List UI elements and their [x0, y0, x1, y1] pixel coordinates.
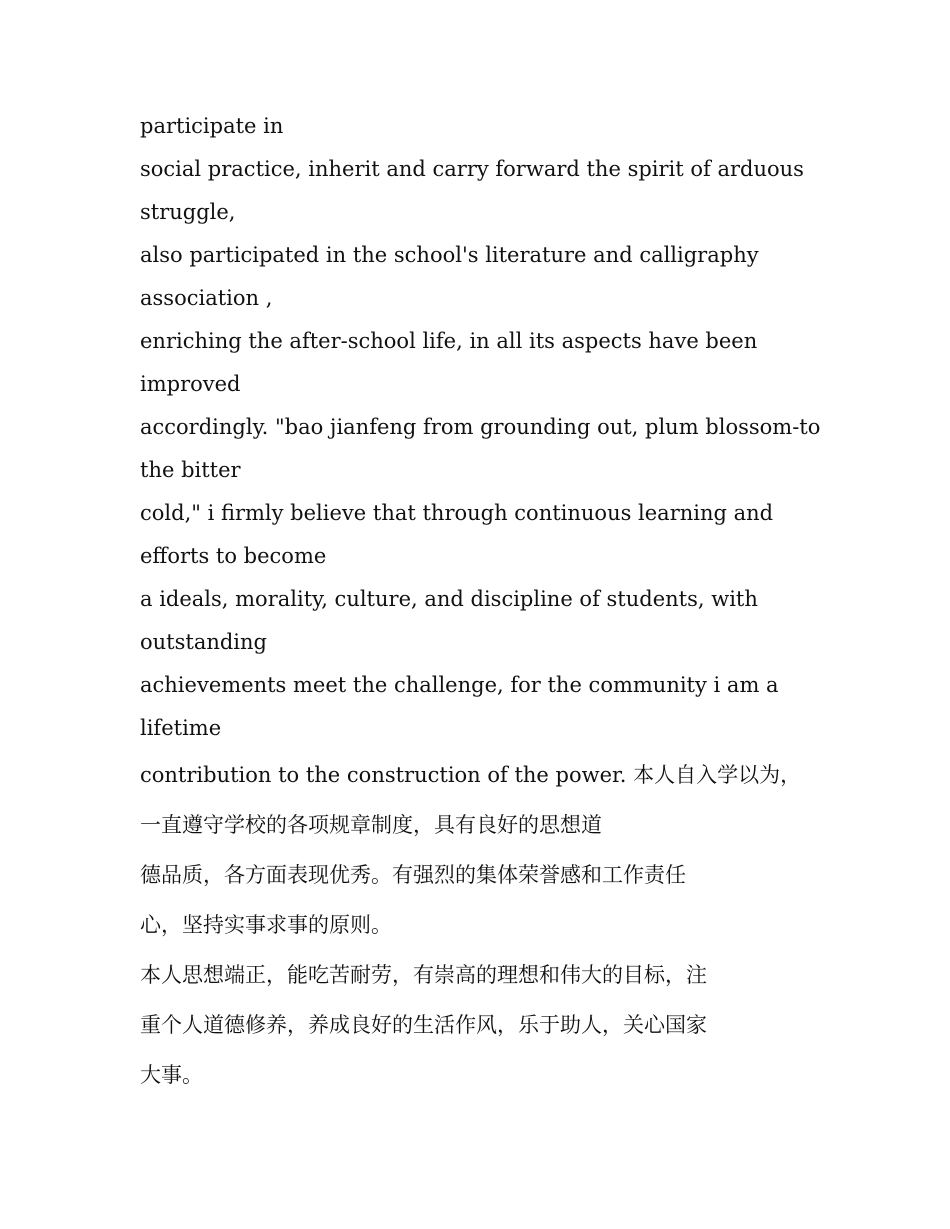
text-line: 一直遵守学校的各项规章制度，具有良好的思想道	[140, 813, 602, 837]
text-line: improved	[140, 372, 241, 396]
text-line: 本人思想端正，能吃苦耐劳，有崇高的理想和伟大的目标，注	[140, 963, 707, 987]
paragraph-2	[140, 950, 820, 1100]
text-line: achievements meet the challenge, for the community i am a	[140, 673, 779, 697]
text-line: efforts to become	[140, 544, 327, 568]
text-line: social practice, inherit and carry forward the spirit of arduous	[140, 157, 804, 181]
text-line: accordingly. "bao jianfeng from grounding out, plum blossom-to	[140, 415, 821, 439]
text-line: struggle,	[140, 200, 236, 224]
text-line: lifetime	[140, 716, 222, 740]
text-line: enriching the after-school life, in all its aspects have been	[140, 329, 758, 353]
text-line: cold," i firmly believe that through continuous learning and	[140, 501, 774, 525]
text-line: 重个人道德修养，养成良好的生活作风，乐于助人，关心国家	[140, 1013, 707, 1037]
text-line: contribution to the construction of the power. 本人自入学以为，	[140, 763, 802, 787]
text-line: also participated in the school's literature and calligraphy	[140, 243, 759, 267]
text-line: a ideals, morality, culture, and discipline of students, with	[140, 587, 758, 611]
text-line: 心，坚持实事求事的原则。	[140, 913, 392, 937]
paragraph-1	[140, 105, 820, 950]
document-body	[140, 105, 820, 1100]
text-line: the bitter	[140, 458, 241, 482]
text-line: participate in	[140, 114, 284, 138]
text-line: association ,	[140, 286, 273, 310]
text-line: outstanding	[140, 630, 267, 654]
text-line: 德品质，各方面表现优秀。有强烈的集体荣誉感和工作责任	[140, 863, 686, 887]
text-line: 大事。	[140, 1063, 203, 1087]
